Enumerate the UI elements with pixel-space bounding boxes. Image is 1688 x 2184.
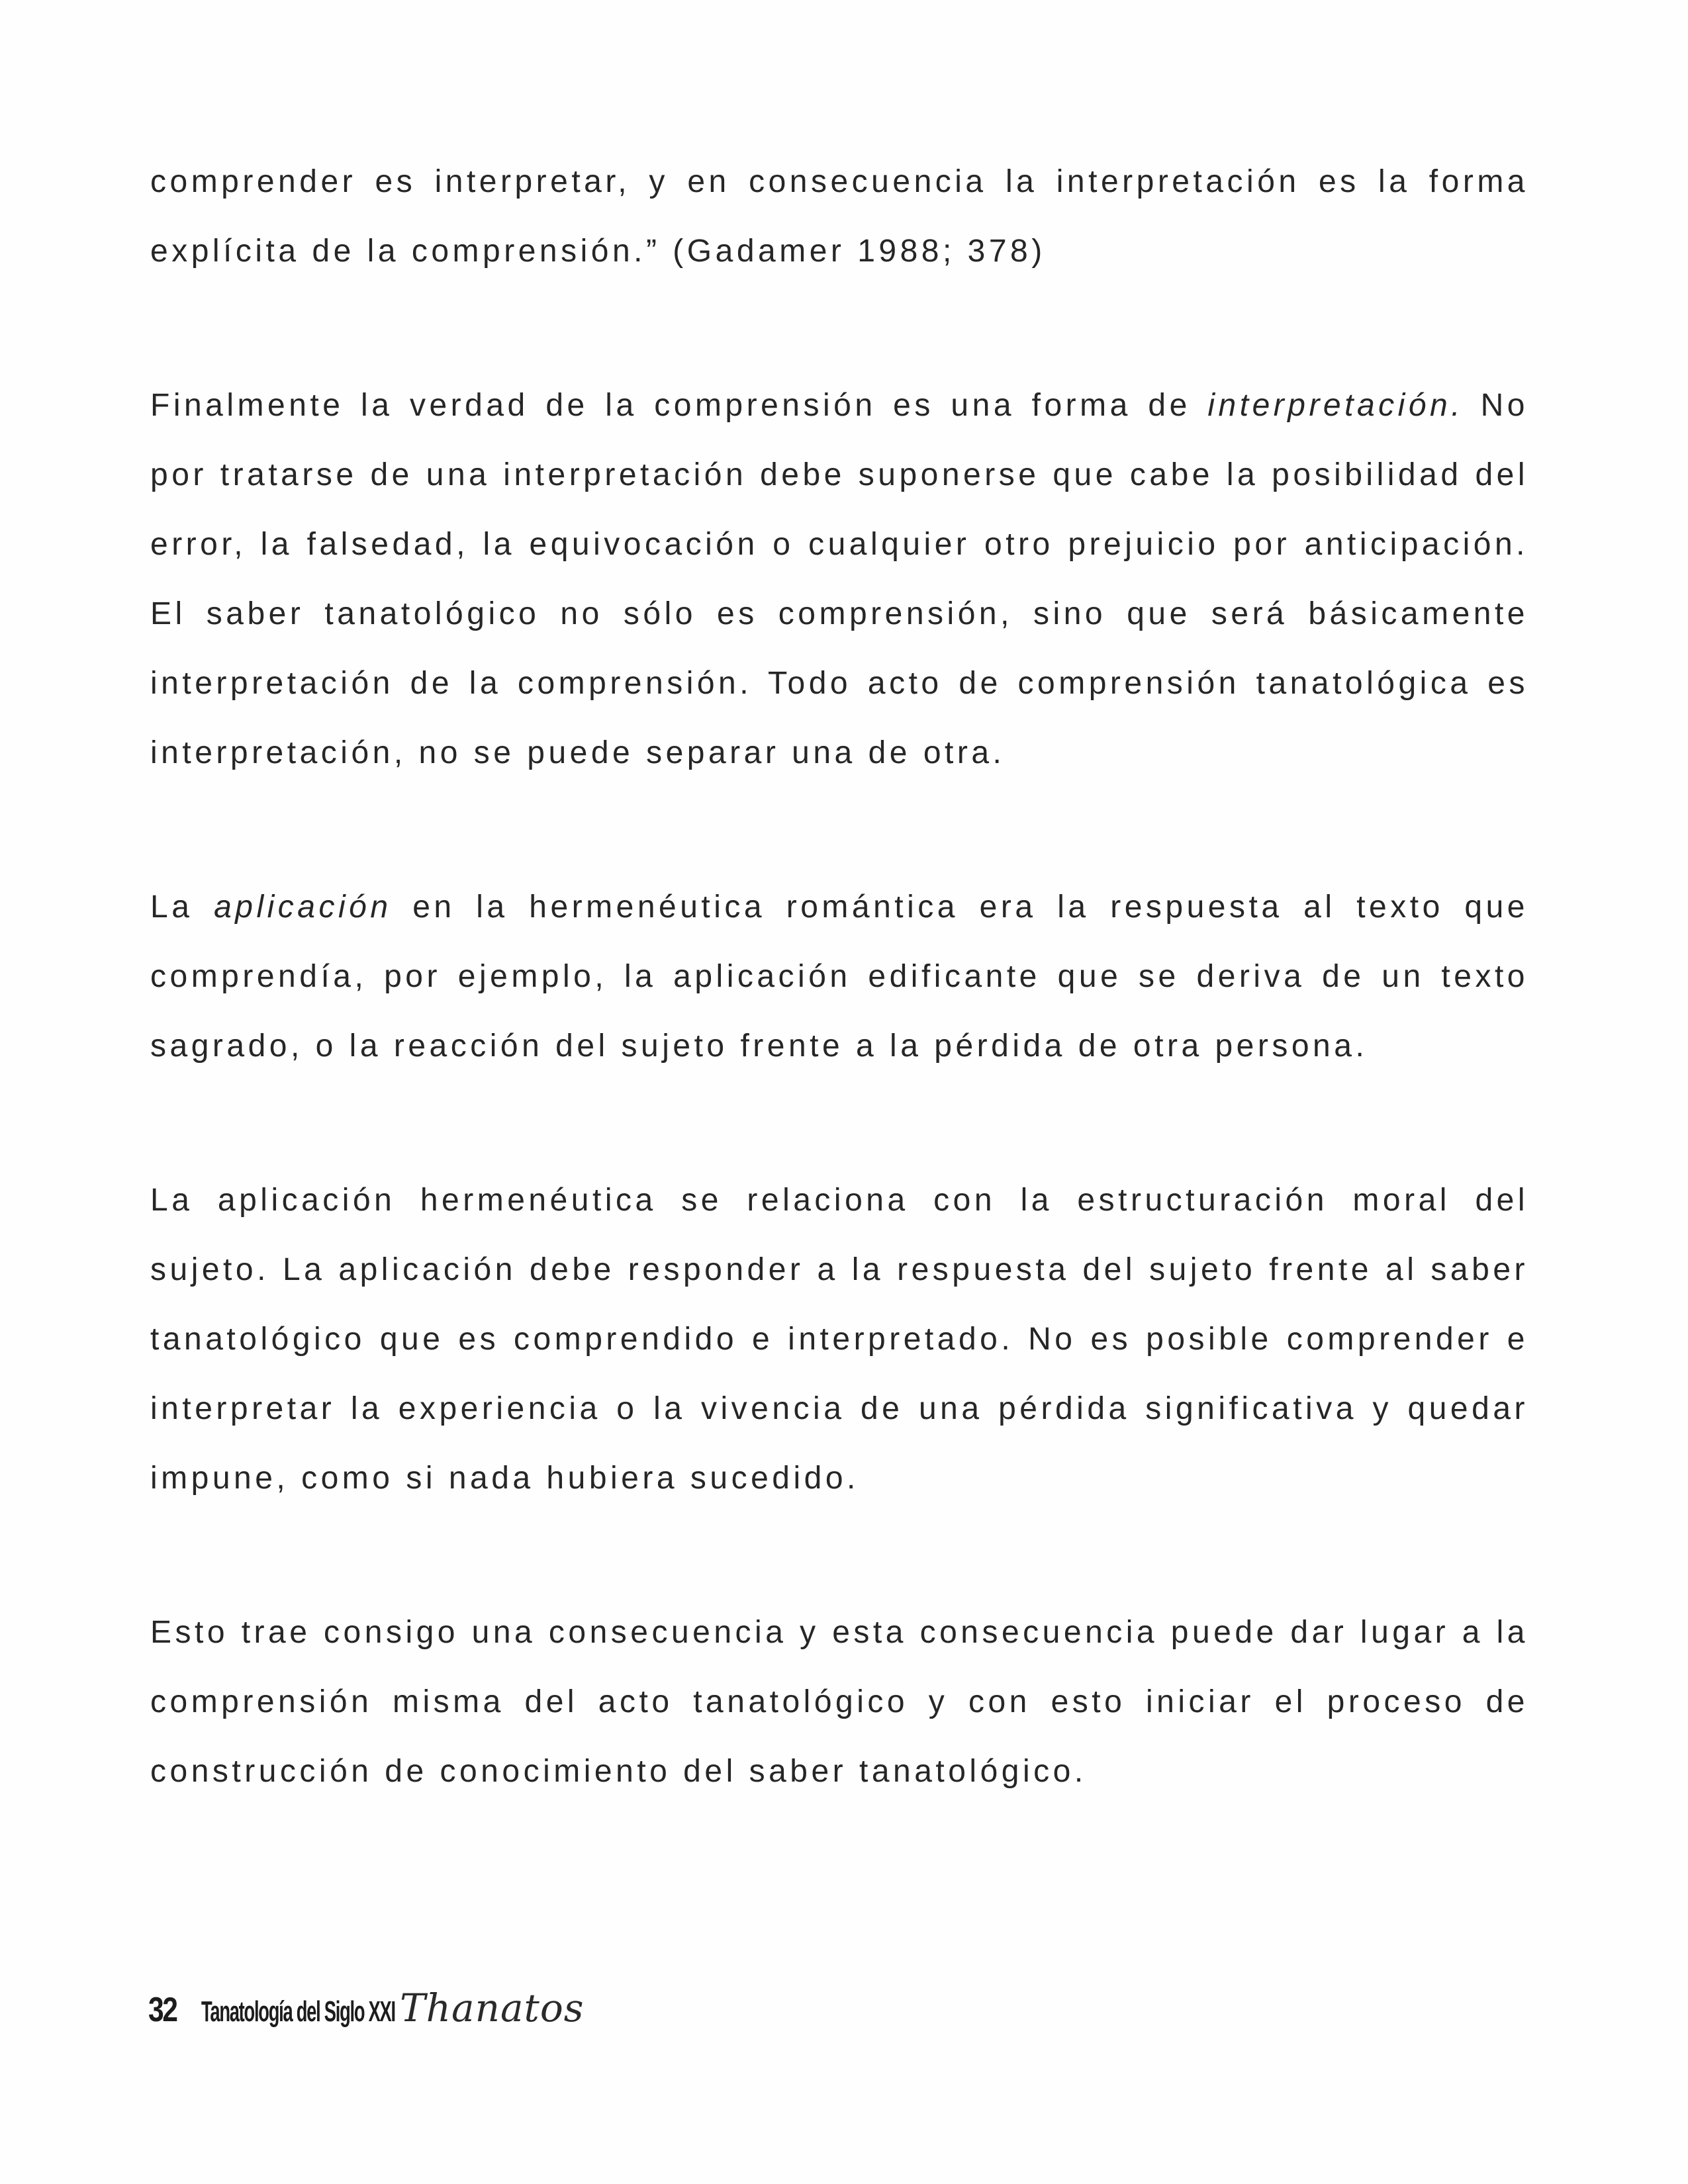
italic-term: interpretación. [1207,388,1464,423]
paragraph-gadamer-quote-end [150,147,1528,286]
italic-term: aplicación [214,889,392,925]
series-logotype: Thanatos [400,1985,585,2030]
page-footer [148,1985,585,2045]
paragraph-application [150,872,1528,1081]
paragraph-text-start: La [150,889,214,925]
body-text [150,147,1528,1806]
page-number: 32 [148,1991,177,2029]
paragraph-text: La aplicación hermenéutica se relaciona con la estructuración moral del sujeto. La aplicación debe responder a la respuesta del sujeto frente al saber tanatológico que es comprendido e interpretado. No es posible comprender e interpretar la experiencia o la vivencia de una pérdida significativa y quedar impune, como si nada hubiera sucedido. [150,1183,1528,1496]
paragraph-text-end: en la hermenéutica romántica era la respuesta al texto que comprendía, por ejemplo, la aplicación edificante que se deriva de un texto sagrado, o la reacción del sujeto frente a la pérdida de otra persona. [150,889,1529,1064]
paragraph-consequence [150,1598,1528,1806]
book-title: Tanatología del Siglo XXI [201,1995,395,2028]
paragraph-text: Esto trae consigo una consecuencia y esta consecuencia puede dar lugar a la comprensión misma del acto tanatológico y con esto iniciar el proceso de construcción de conocimiento del saber tanatológico. [150,1615,1528,1789]
paragraph-text-start: Finalmente la verdad de la comprensión es una forma de [150,388,1208,423]
paragraph-interpretation [150,371,1528,788]
paragraph-moral-structure [150,1165,1528,1513]
paragraph-text-end: No por tratarse de una interpretación debe suponerse que cabe la posibilidad del error, la falsedad, la equivocación o cualquier otro prejuicio por anticipación. El saber tanatológico no sólo es comprensión, sino que será básicamente interpretación de la comprensión. Todo acto de comprensión tanatológica es interpretación, no se puede separar una de otra. [150,388,1528,770]
paragraph-text: comprender es interpretar, y en consecuencia la interpretación es la forma explícita de la comprensión.” (Gadamer 1988; 378) [150,164,1528,269]
